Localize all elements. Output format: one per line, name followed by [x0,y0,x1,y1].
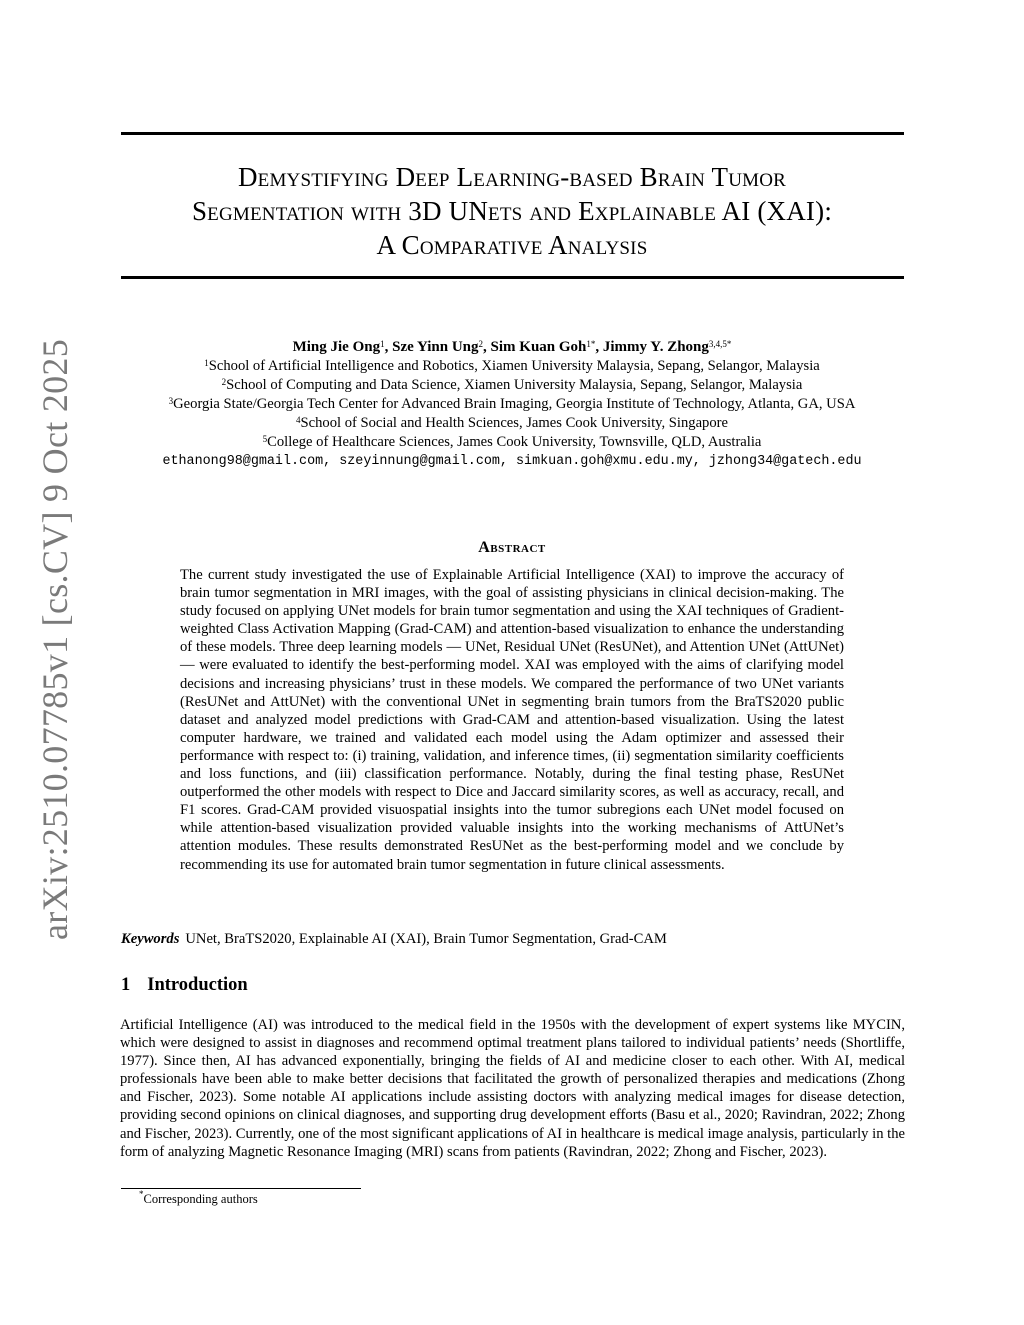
title-line-2: Segmentation with 3D UNets and Explainable AI (XAI): [191,196,833,226]
arxiv-identifier: arXiv:2510.07785v1 [cs.CV] 9 Oct 2025 [35,338,75,940]
author-emails: ethanong98@gmail.com, szeyinnung@gmail.com, simkuan.goh@xmu.edu.my, jzhong34@gatech.edu [162,454,862,469]
author-name: Sim Kuan Goh [490,339,587,355]
author-name: Sze Yinn Ung [392,339,479,355]
author-affiliation-mark: 1 [380,339,385,349]
abstract-text: The current study investigated the use of Explainable Artificial Intelligence (XAI) to improve the accuracy of brain tumor segmentation in MRI images, with the goal of assisting physicians in clinical decision-making. The study focused on applying UNet models for brain tumor segmentation and using the XAI techniques of Gradient-weighted Class Activation Mapping (Grad-CAM) and attention-based visualization to enhance the understanding of these models. Three deep learning models — UNet, Residual UNet (ResUNet), and Attention UNet (AttUNet) — were evaluated to identify the best-performing model. XAI was employed with the aims of clarifying model decisions and increasing physicians’ trust in these models. We compared the performance of two UNet variants (ResUNet and AttUNet) with the conventional UNet in segmenting brain tumors from the BraTS2020 public dataset and analyzed model predictions with Grad-CAM and attention-based visualization. Using the latest computer hardware, we trained and validated each model using the Adam optimizer and assessed their performance with respect to: (i) training, validation, and inference times, (ii) segmentation similarity coefficients and loss functions, and (iii) classification performance. Notably, during the final testing phase, ResUNet outperformed the other models with respect to Dice and Jaccard similarity scores, as well as accuracy, recall, and F1 scores. Grad-CAM provided visuospatial insights into the tumor subregions each UNet model focused on while attention-based visualization provided valuable insights into the working mechanisms of AttUNet’s attention modules. These results demonstrated ResUNet as the best-performing model and we conclude by recommending its use for automated brain tumor segmentation in future clinical assessments. [180,567,844,873]
affiliation-mark: 2 [221,377,227,387]
keywords-text: UNet, BraTS2020, Explainable AI (XAI), Brain Tumor Segmentation, Grad-CAM [185,931,667,947]
affiliation-text: Georgia State/Georgia Tech Center for Advanced Brain Imaging, Georgia Institute of Technology, Atlanta, GA, USA [173,396,856,412]
footnote [139,1189,258,1207]
affiliation [100,395,924,414]
affiliation [100,414,924,433]
affiliation-text: School of Computing and Data Science, Xiamen University Malaysia, Sepang, Selangor, Malaysia [226,377,803,393]
keywords-label: Keywords [121,931,180,947]
author-list: Ming Jie Ong$^1$, Sze Yinn Ung$^2$, Sim Kuan Goh$^{1*}$, Jimmy Y. Zhong$^{3,4,5*}$ [292,339,732,355]
author-affiliation-mark: 2 [478,339,484,349]
affiliation [100,357,924,376]
keywords [121,930,904,948]
affiliation-mark: 4 [296,415,301,425]
section-title: Introduction [147,975,248,995]
paper-title [100,160,924,262]
author-affiliation-mark: 1* [586,339,596,349]
title-line-1: Demystifying Deep Learning-based Brain Tumor [237,162,787,192]
affiliation-mark: 5 [262,434,268,444]
abstract-heading: Abstract [478,539,546,556]
section-number: 1 [121,975,131,995]
title-line-3: A Comparative Analysis [376,230,648,260]
footnote-rule [121,1188,361,1189]
footnote-mark: * [139,1189,144,1199]
affiliation-list [100,357,924,452]
section-heading [121,975,248,996]
title-top-rule [121,132,904,135]
title-bottom-rule [121,276,904,279]
affiliation-mark: 3 [168,396,174,406]
author-name: Jimmy Y. Zhong [602,339,709,355]
affiliation-mark: 1 [204,358,209,368]
section-body: Artificial Intelligence (AI) was introduced to the medical field in the 1950s with the development of expert systems like MYCIN, which were designed to assist in diagnoses and recommend optimal treatment plans tailored to individual patients’ needs (Shortliffe, 1977). Since then, AI has advanced exponentially, bringing the fields of AI and medicine closer to each other. With AI, medical professionals have been able to make better decisions that facilitated the growth of personalized therapies and medications (Zhong and Fischer, 2023). Some notable AI applications include assisting doctors with analyzing medical images for disease detection, providing second opinions on clinical diagnoses, and supporting drug development efforts (Basu et al., 2020; Ravindran, 2022; Zhong and Fischer, 2023). Currently, one of the most significant applications of AI in healthcare is medical image analysis, particularly in the form of analyzing Magnetic Resonance Imaging (MRI) scans from patients (Ravindran, 2022; Zhong and Fischer, 2023). [120,1017,905,1160]
author-affiliation-mark: 3,4,5* [708,339,732,349]
affiliation [100,433,924,452]
author-name: Ming Jie Ong [292,339,381,355]
affiliation-text: School of Social and Health Sciences, James Cook University, Singapore [300,415,728,431]
footnote-text: Corresponding authors [143,1192,258,1206]
affiliation-text: College of Healthcare Sciences, James Cook University, Townsville, QLD, Australia [267,434,762,450]
affiliation [100,376,924,395]
affiliation-text: School of Artificial Intelligence and Robotics, Xiamen University Malaysia, Sepang, Selangor, Malaysia [208,358,820,374]
